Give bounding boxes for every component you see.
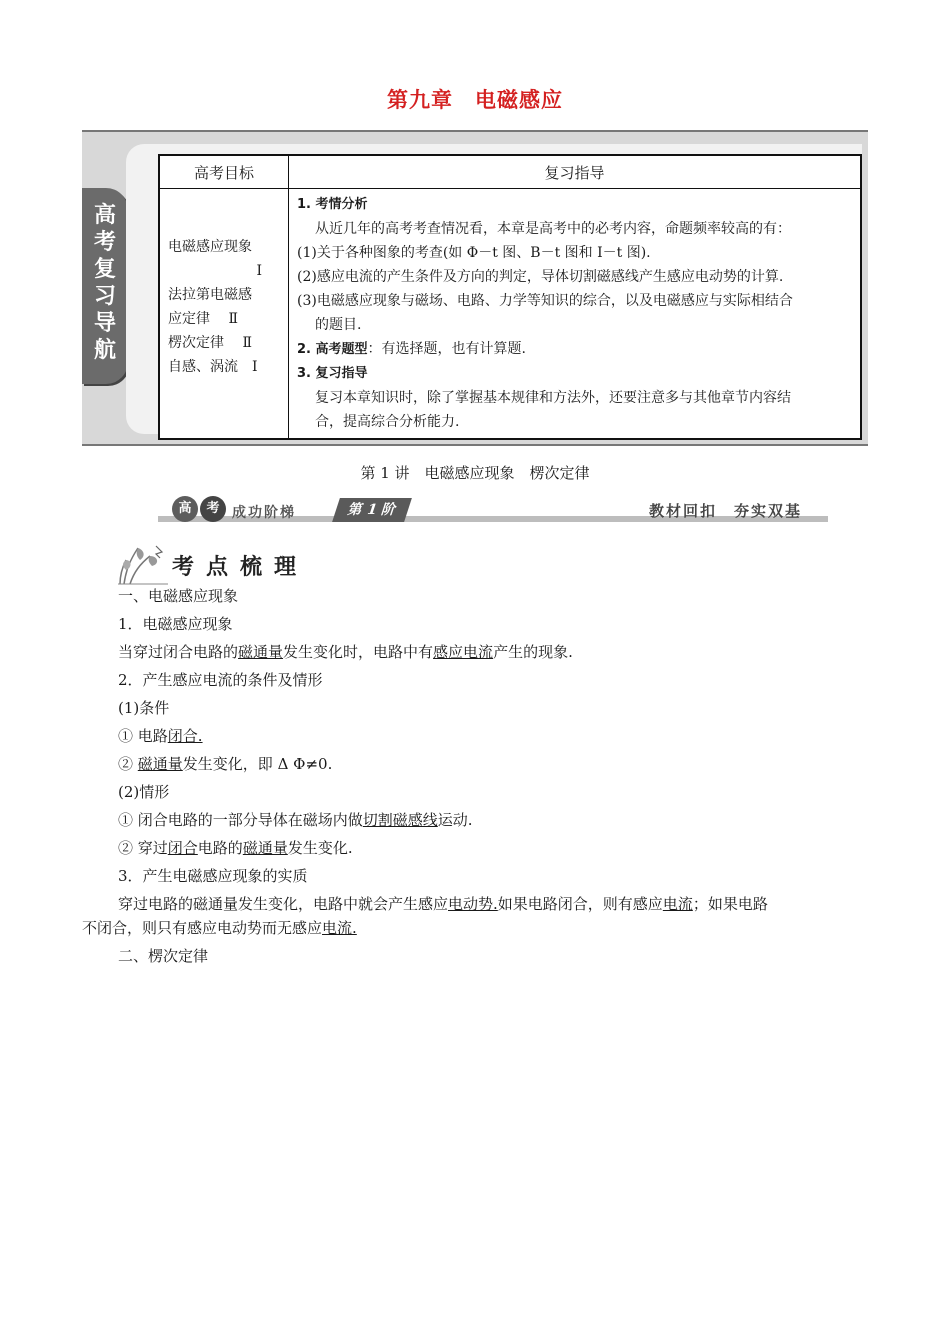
section-title: 2. 高考题型 [297, 342, 368, 357]
ladder-step-text: 第 1 阶 [345, 502, 399, 518]
review-guide-table [158, 154, 862, 440]
list-item [82, 752, 870, 776]
paragraph [82, 916, 870, 940]
lecture-title: 第 1 讲 电磁感应现象 楞次定律 [360, 464, 590, 482]
guide-text: ：有选择题，也有计算题. [367, 341, 526, 357]
underlined-term: 电流. [322, 919, 357, 937]
underlined-term: 电流 [662, 895, 693, 913]
goal-item: 法拉第电磁感 [168, 287, 252, 303]
section-heading: 二、楞次定律 [118, 947, 209, 965]
chapter-title: 第九章 电磁感应 [387, 88, 563, 112]
text: 发生变化时，电路中有 [283, 643, 434, 661]
guide-text: (1)关于各种图象的考查(如 Φ－t 图、B－t 图和 I－t 图). [297, 245, 651, 261]
section-title: 3. 复习指导 [297, 366, 368, 381]
text: ② 穿过 [118, 839, 168, 857]
guide-text: 的题目. [315, 317, 362, 333]
guide-text: 从近几年的高考考查情况看，本章是高考中的必考内容，命题频率较高的有： [315, 221, 791, 237]
ladder-label: 成功阶梯 [232, 505, 296, 521]
subsection-heading: 1．电磁感应现象 [118, 615, 233, 633]
review-guidance-cell [289, 189, 862, 440]
paragraph [82, 640, 870, 664]
plant-icon [116, 542, 170, 586]
exam-goals-cell [159, 189, 289, 440]
underlined-term: 磁通量 [238, 643, 284, 661]
text: 产生的现象. [493, 643, 573, 661]
section-heading: 一、电磁感应现象 [118, 587, 239, 605]
kao-badge: 考 [200, 496, 226, 522]
underlined-term: 切割磁感线 [362, 811, 438, 829]
text: 发生变化. [287, 839, 353, 857]
list-item [82, 808, 870, 832]
gao-badge: 高 [172, 496, 198, 522]
text: 当穿过闭合电路的 [118, 643, 239, 661]
underlined-term: 磁通量 [137, 755, 183, 773]
guide-line [297, 337, 852, 362]
goal-item: 楞次定律 Ⅱ [168, 335, 252, 351]
guide-text: 合，提高综合分析能力. [315, 414, 460, 430]
points-heading-text: 考点梳理 [172, 554, 309, 580]
section-title: 1. 考情分析 [297, 197, 368, 212]
text: 电路的 [197, 839, 243, 857]
text: 如果电路闭合，则有感应 [497, 895, 663, 913]
list-heading: (2)情形 [118, 783, 170, 801]
success-ladder-banner [158, 494, 828, 526]
subsection-heading: 3．产生电磁感应现象的实质 [118, 867, 308, 885]
list-heading: (1)条件 [118, 699, 170, 717]
goal-item: Ⅰ [256, 263, 262, 279]
text: ① 电路 [118, 727, 168, 745]
side-tab [82, 188, 128, 384]
exam-review-guide-box [82, 130, 868, 446]
underlined-term: 磁通量 [242, 839, 288, 857]
text: ② [118, 755, 138, 773]
header-review-guidance: 复习指导 [289, 155, 862, 189]
ladder-slogan: 教材回扣 夯实双基 [648, 502, 802, 520]
text: 穿过电路的磁通量发生变化，电路中就会产生感应 [118, 895, 449, 913]
text: 发生变化，即 Δ Φ≠0. [182, 755, 333, 773]
underlined-term: 感应电流 [433, 643, 494, 661]
list-item [82, 836, 870, 860]
header-exam-goals: 高考目标 [159, 155, 289, 189]
points-heading [116, 542, 316, 586]
underlined-term: 闭合. [167, 727, 203, 745]
guide-text: (2)感应电流的产生条件及方向的判定，导体切割磁感线产生感应电动势的计算. [297, 269, 784, 285]
guide-text: 复习本章知识时，除了掌握基本规律和方法外，还要注意多与其他章节内容结 [315, 390, 791, 406]
goal-item: 电磁感应现象 [168, 239, 252, 255]
guide-text: (3)电磁感应现象与磁场、电路、力学等知识的综合，以及电磁感应与实际相结合 [297, 293, 793, 309]
ladder-step-badge [332, 498, 412, 522]
text: ① 闭合电路的一部分导体在磁场内做 [118, 811, 363, 829]
subsection-heading: 2．产生感应电流的条件及情形 [118, 671, 323, 689]
text: 运动. [437, 811, 473, 829]
side-tab-text: 高考复习导航 [93, 203, 116, 363]
paragraph [82, 892, 870, 916]
goal-item: 自感、涡流 Ⅰ [168, 359, 258, 375]
list-item [82, 724, 870, 748]
text: 不闭合，则只有感应电动势而无感应 [82, 919, 323, 937]
underlined-term: 电动势. [448, 895, 498, 913]
goal-item: 应定律 Ⅱ [168, 311, 238, 327]
underlined-term: 闭合 [167, 839, 198, 857]
text: ；如果电路 [692, 895, 768, 913]
